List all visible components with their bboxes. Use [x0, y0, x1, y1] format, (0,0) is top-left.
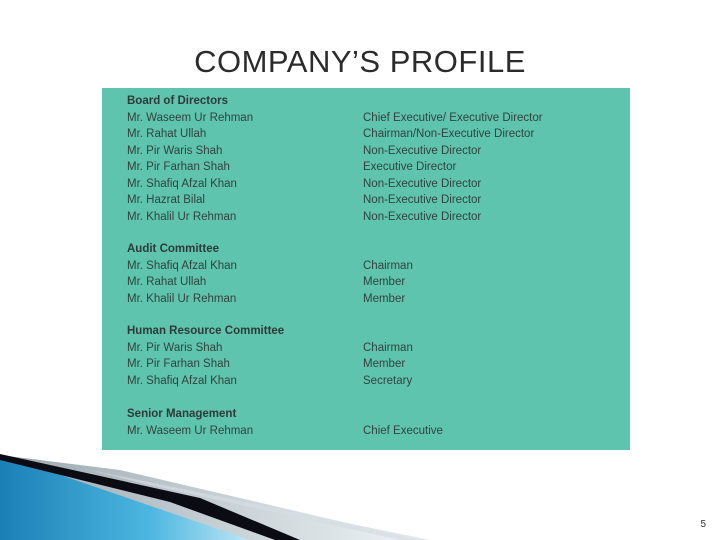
list-item [127, 356, 607, 373]
member-role: Member [363, 276, 406, 288]
member-role: Chairman [363, 259, 413, 272]
member-name: Mr. Waseem Ur Rehman [127, 111, 254, 124]
member-name: Mr. Rahat Ullah [127, 276, 207, 288]
section-heading: Board of Directors [127, 95, 228, 107]
member-role: Chief Executive/ Executive Director [363, 111, 543, 124]
page-number: 5 [700, 519, 706, 530]
section-board-of-directors [127, 93, 607, 225]
list-item [127, 423, 607, 440]
member-name: Mr. Pir Waris Shah [127, 341, 223, 354]
list-item [127, 373, 607, 390]
member-role: Chairman/Non-Executive Director [363, 128, 535, 140]
member-name: Mr. Hazrat Bilal [127, 194, 205, 206]
member-role: Member [363, 292, 406, 305]
slide-corner-decoration [0, 440, 720, 540]
member-role: Chief Executive [363, 424, 443, 437]
member-role: Executive Director [363, 161, 457, 173]
member-name: Mr. Khalil Ur Rehman [127, 210, 237, 223]
section-human-resource-committee [127, 323, 607, 389]
member-name: Mr. Rahat Ullah [127, 128, 207, 140]
member-name: Mr. Shafiq Afzal Khan [127, 374, 237, 387]
section-heading: Human Resource Committee [127, 325, 285, 337]
member-role: Secretary [363, 374, 413, 387]
member-role: Member [363, 358, 406, 370]
member-name: Mr. Khalil Ur Rehman [127, 292, 237, 305]
list-item [127, 258, 607, 275]
member-role: Chairman [363, 341, 413, 354]
section-audit-committee [127, 241, 607, 307]
list-item [127, 192, 607, 209]
member-name: Mr. Pir Farhan Shah [127, 358, 230, 370]
member-name: Mr. Shafiq Afzal Khan [127, 259, 237, 272]
list-item [127, 291, 607, 308]
member-name: Mr. Waseem Ur Rehman [127, 424, 254, 437]
list-item [127, 209, 607, 226]
member-name: Mr. Pir Waris Shah [127, 144, 223, 157]
member-name: Mr. Pir Farhan Shah [127, 161, 230, 173]
list-item [127, 274, 607, 291]
list-item [127, 110, 607, 127]
list-item [127, 159, 607, 176]
member-role: Non-Executive Director [363, 194, 482, 206]
member-role: Non-Executive Director [363, 210, 482, 223]
list-item [127, 143, 607, 160]
profile-panel [102, 88, 630, 450]
member-role: Non-Executive Director [363, 177, 482, 190]
list-item [127, 126, 607, 143]
member-name: Mr. Shafiq Afzal Khan [127, 177, 237, 190]
list-item [127, 176, 607, 193]
list-item [127, 340, 607, 357]
member-role: Non-Executive Director [363, 144, 482, 157]
section-heading: Audit Committee [127, 243, 219, 255]
section-senior-management [127, 406, 607, 439]
slide-title: COMPANY’S PROFILE [194, 44, 526, 79]
section-heading: Senior Management [127, 408, 237, 420]
